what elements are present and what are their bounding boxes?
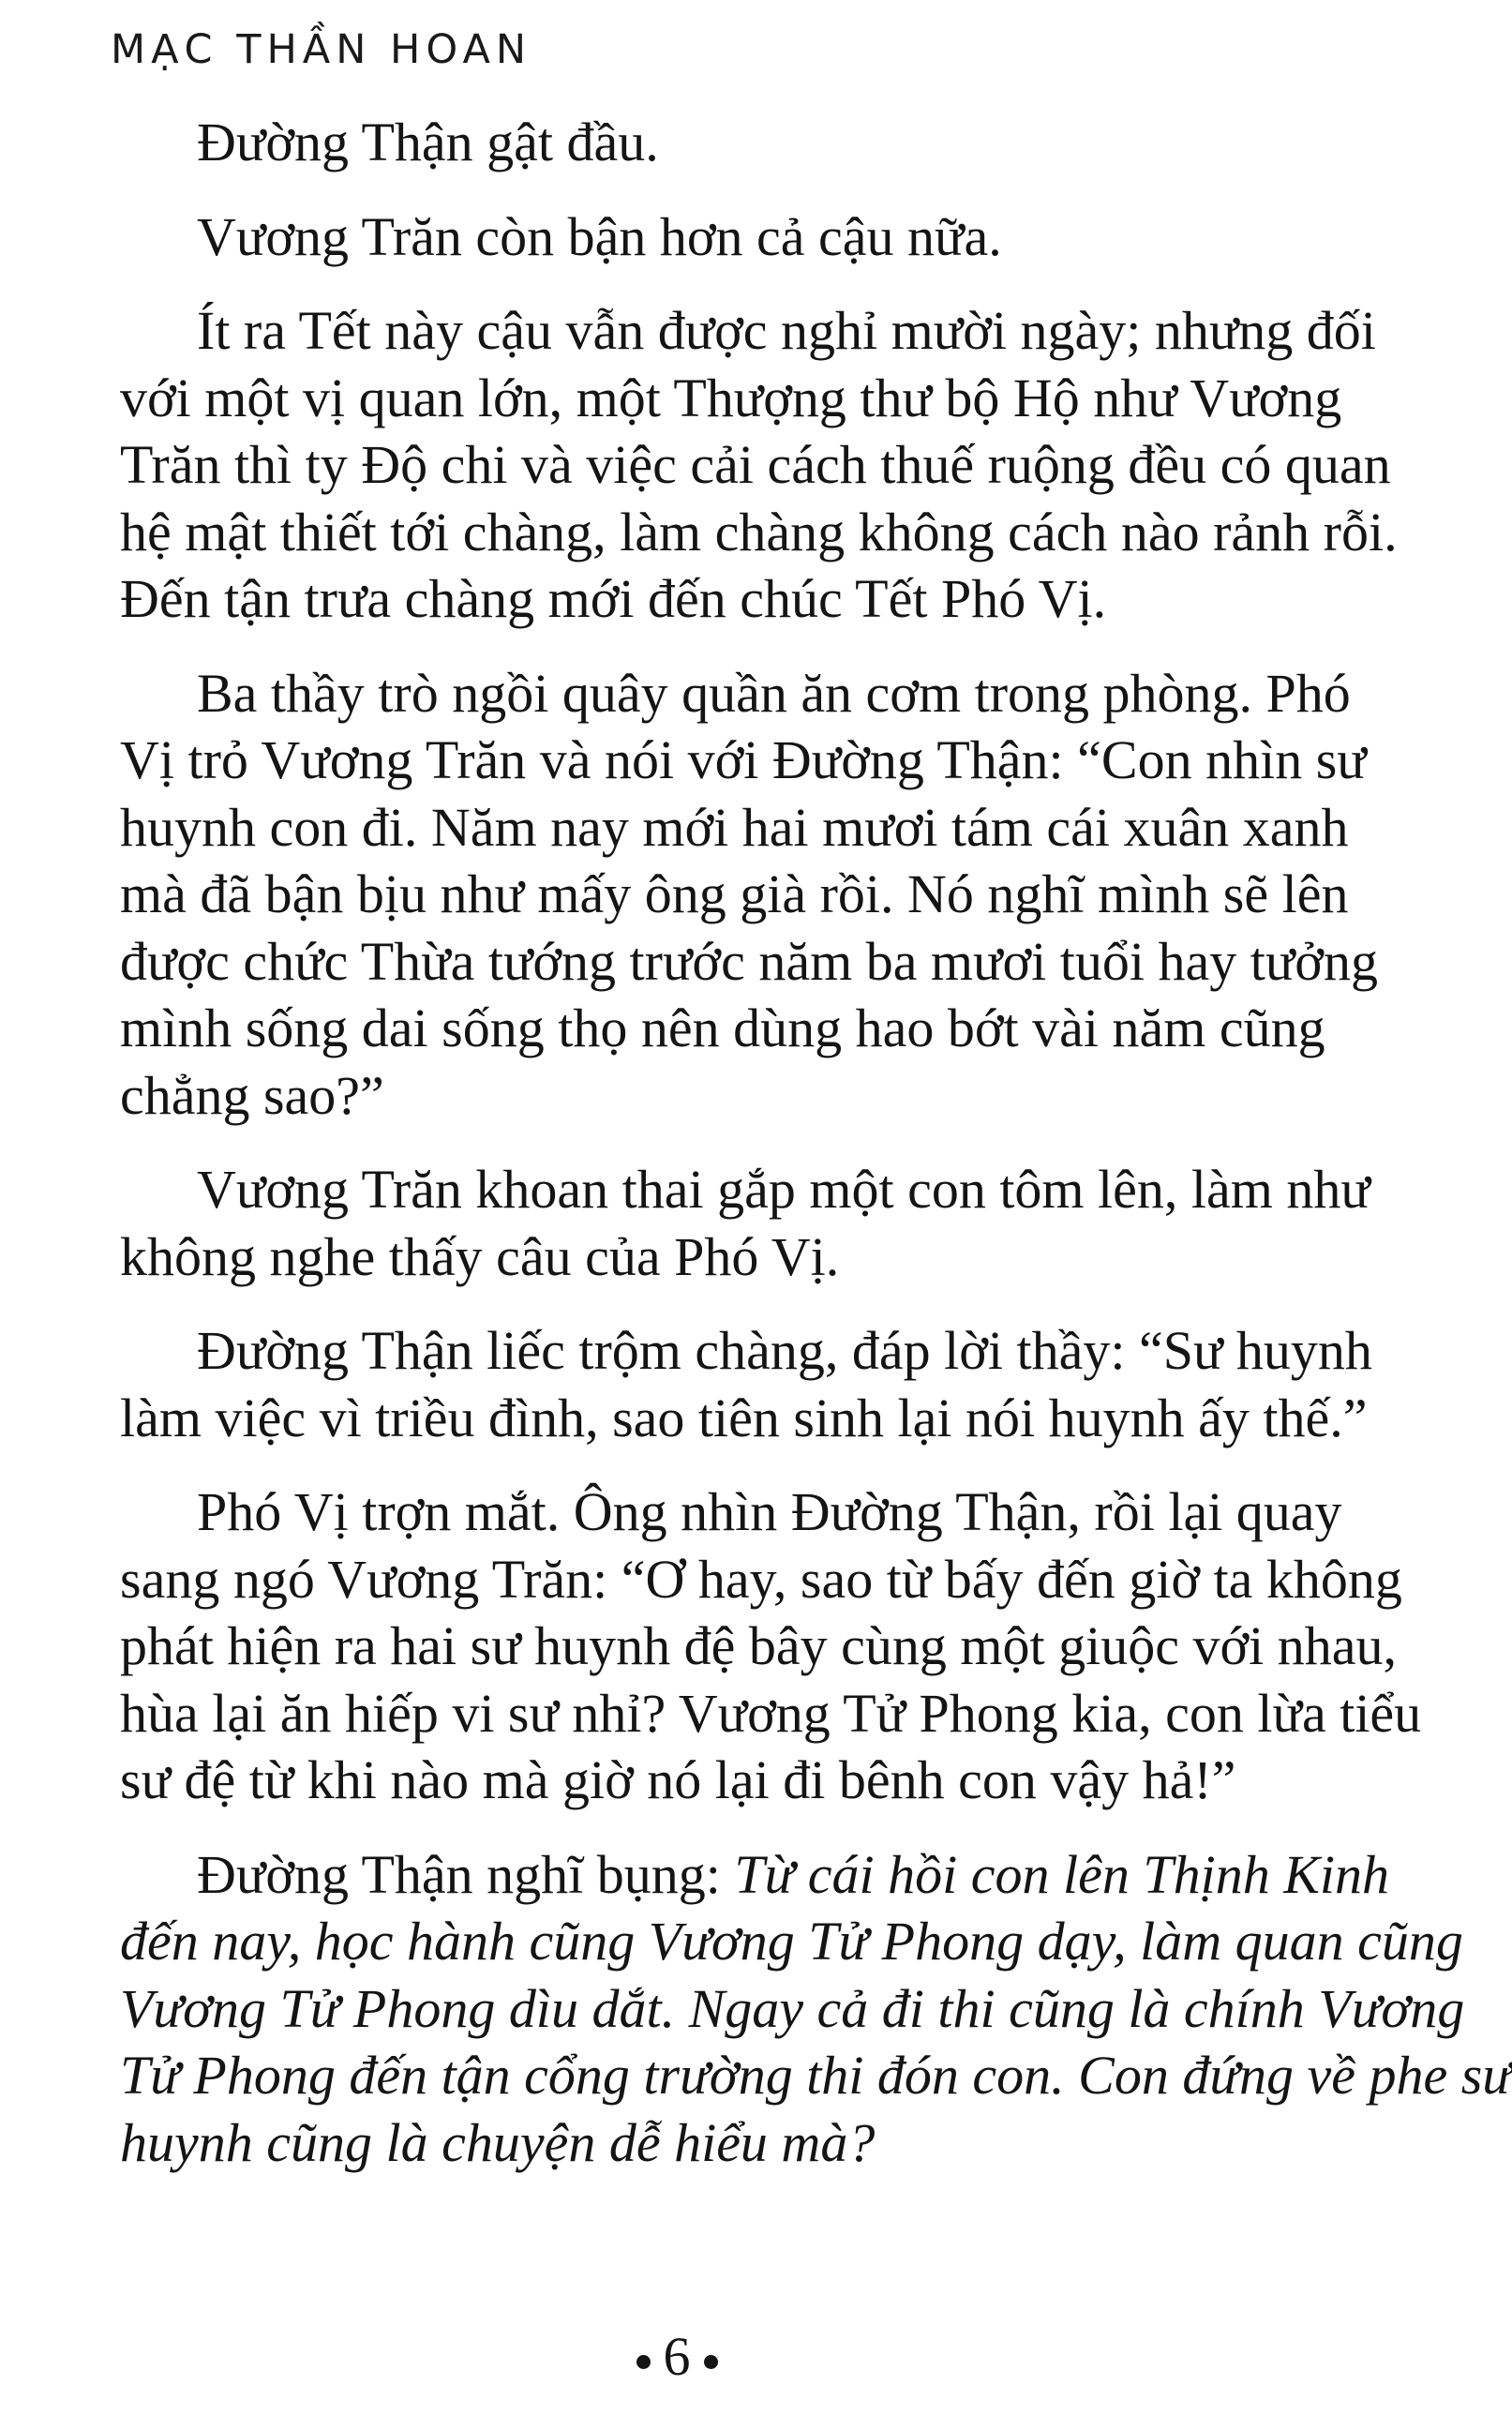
paragraph: [120, 297, 1398, 633]
text-line: mình sống dai sống thọ nên dùng hao bớt vài năm cũng: [120, 998, 1325, 1058]
text-line: hùa lại ăn hiếp vi sư nhỉ? Vương Tử Phong kia, con lừa tiểu: [120, 1682, 1422, 1744]
text-line: được chức Thừa tướng trước năm ba mươi tuổi hay tưởng: [120, 930, 1378, 992]
paragraph: [120, 109, 1282, 176]
page-number-text: 6: [663, 2326, 691, 2387]
text-line: phát hiện ra hai sư huynh đệ bây cùng một giuộc với nhau,: [120, 1615, 1397, 1676]
text-line: với một vị quan lớn, một Thượng thư bộ Hộ như Vương: [120, 367, 1342, 428]
paragraph: [120, 203, 1282, 271]
bullet-icon: [636, 2355, 651, 2369]
running-title: MẠC THẦN HOAN: [111, 26, 532, 73]
text-line: Đường Thận liếc trộm chàng, đáp lời thầy: “Sư huynh: [197, 1320, 1372, 1381]
text-line: [120, 1841, 1389, 1909]
text-line: Trăn thì ty Độ chi và việc cải cách thuế ruộng đều có quan: [120, 434, 1391, 495]
text-line: Vương Trăn còn bận hơn cả cậu nữa.: [197, 205, 1002, 267]
paragraph: [120, 1478, 1422, 1814]
text-line: Tử Phong đến tận cổng trường thi đón con. Con đứng về phe sư: [120, 2045, 1512, 2106]
text-line: sư đệ từ khi nào mà giờ nó lại đi bênh con vậy hả!”: [120, 1749, 1236, 1810]
paragraph: [120, 1317, 1372, 1451]
text-line: Vương Trăn khoan thai gắp một con tôm lên, làm như: [197, 1159, 1370, 1220]
text-line: Vương Tử Phong dìu dắt. Ngay cả đi thi cũng là chính Vương: [120, 1977, 1465, 2039]
text-line: Ba thầy trò ngồi quây quần ăn cơm trong phòng. Phó: [197, 662, 1351, 724]
text-line: Đường Thận gật đầu.: [197, 112, 659, 172]
text-line: không nghe thấy câu của Phó Vị.: [120, 1225, 840, 1287]
text-line: Vị trỏ Vương Trăn và nói với Đường Thận: “Con nhìn sư: [120, 729, 1367, 790]
text-line: Phó Vị trợn mắt. Ông nhìn Đường Thận, rồi lại quay: [197, 1481, 1342, 1542]
text-line: đến nay, học hành cũng Vương Tử Phong dạy, làm quan cũng: [120, 1911, 1463, 1972]
paragraph: [120, 660, 1378, 1130]
text-line: làm việc vì triều đình, sao tiên sinh lại nói huynh ấy thế.”: [120, 1387, 1368, 1448]
italic-text: Từ cái hồi con lên Thịnh Kinh: [734, 1843, 1389, 1905]
bullet-icon: [704, 2355, 718, 2369]
text-line: Đến tận trưa chàng mới đến chúc Tết Phó Vị.: [120, 568, 1107, 629]
text-line: Ít ra Tết này cậu vẫn được nghỉ mười ngày; nhưng đối: [197, 300, 1376, 361]
paragraph: [120, 1156, 1370, 1290]
text-line: mà đã bận bịu như mấy ông già rồi. Nó nghĩ mình sẽ lên: [120, 863, 1349, 924]
text-line: chẳng sao?”: [120, 1064, 384, 1126]
text-line: huynh cũng là chuyện dễ hiểu mà?: [120, 2111, 876, 2173]
page-number: [0, 2325, 1354, 2388]
paragraph: [120, 1841, 1512, 2177]
text-line: sang ngó Vương Trăn: “Ơ hay, sao từ bấy đến giờ ta không: [120, 1548, 1402, 1610]
text-line: hệ mật thiết tới chàng, làm chàng không cách nào rảnh rỗi.: [120, 501, 1398, 562]
lead-text: Đường Thận nghĩ bụng:: [197, 1843, 735, 1905]
body-text: [120, 109, 1512, 2203]
text-line: huynh con đi. Năm nay mới hai mươi tám cái xuân xanh: [120, 796, 1349, 858]
